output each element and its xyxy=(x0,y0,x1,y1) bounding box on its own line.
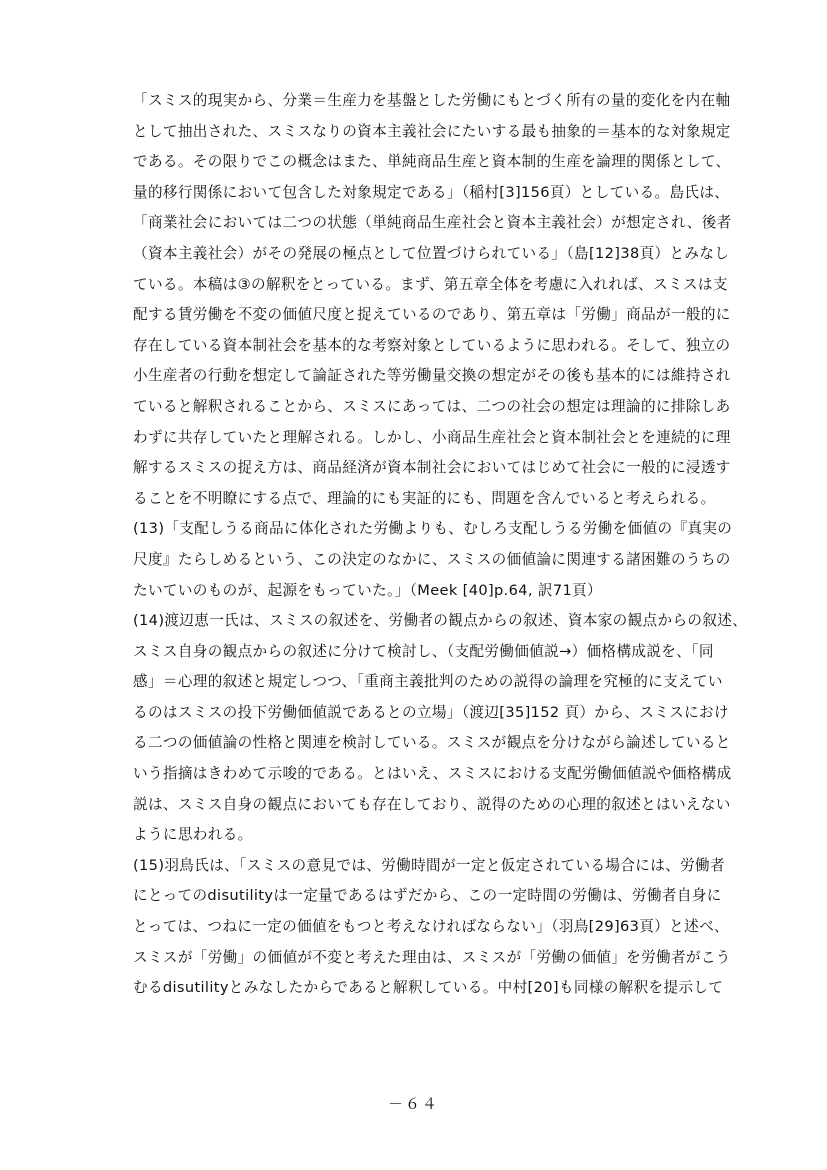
text-line: 量的移行関係において包含した対象規定である」（稲村[3]156頁）としている。島氏は、 xyxy=(133,183,730,201)
footnote-14-line: いう指摘はきわめて示唆的である。とはいえ、スミスにおける支配労働価値説や価格構成 xyxy=(133,765,732,783)
footnote-14-line: 説は、スミス自身の観点においても存在しており、説得のための心理的叙述とはいえない xyxy=(133,795,731,813)
text-line: 「スミス的現実から、分業＝生産力を基盤とした労働にもとづく所有の量的変化を内在軸 xyxy=(133,92,731,109)
footnote-13-line: (13)「支配しうる商品に体化された労働よりも、むしろ支配しうる労働を価値の『真実の xyxy=(133,520,733,538)
text-line: ることを不明瞭にする点で、理論的にも実証的にも、問題を含んでいると考えられる。 xyxy=(133,489,716,507)
text-line: 「商業社会においては二つの状態（単純商品生産社会と資本主義社会）が想定され、後者 xyxy=(133,214,732,232)
footnote-14-line: る二つの価値論の性格と関連を検討している。スミスが観点を分けながら論述していると xyxy=(133,734,731,752)
footnote-14-line: (14)渡辺恵一氏は、スミスの叙述を、労働者の観点からの叙述、資本家の観点からの叙述、 xyxy=(133,612,748,630)
footnote-13-line: たいていのものが、起源をもっていた。」（Meek [40]p.64, 訳71頁） xyxy=(133,581,602,599)
footnote-15-line: (15)羽鳥氏は、「スミスの意見では、労働時間が一定と仮定されている場合には、労働者 xyxy=(133,856,725,874)
footnote-15-line: にとってのdisutilityは一定量であるはずだから、この一定時間の労働は、労働者自身に xyxy=(133,887,722,905)
footnote-14-line: 感」＝心理的叙述と規定しつつ、「重商主義批判のための説得の論理を究極的に支えてい xyxy=(133,673,723,691)
text-line: 解するスミスの捉え方は、商品経済が資本制社会においてはじめて社会に一般的に浸透す xyxy=(133,459,731,477)
text-line: ていると解釈されることから、スミスにあっては、二つの社会の想定は理論的に排除しあ xyxy=(133,397,731,415)
text-line: （資本主義社会）がその発展の極点として位置づけられている」（島[12]38頁）とみなし xyxy=(133,244,730,262)
footnote-14-line: るのはスミスの投下労働価値説であるとの立場」（渡辺[35]152 頁）から、スミスにおけ xyxy=(133,703,729,721)
footnote-14-line: ように思われる。 xyxy=(133,826,253,844)
text-line: 配する賃労働を不変の価値尺度と捉えているのであり、第五章は「労働」商品が一般的に xyxy=(133,306,731,324)
footnote-15-line: スミスが「労働」の価値が不変と考えた理由は、スミスが「労働の価値」を労働者がこう xyxy=(133,948,731,966)
text-line: として抽出された、スミスなりの資本主義社会にたいする最も抽象的＝基本的な対象規定 xyxy=(133,122,731,140)
footnote-15-line: むるdisutilityとみなしたからであると解釈している。中村[20]も同様の解釈を提示して xyxy=(133,979,724,997)
text-line: 小生産者の行動を想定して論証された等労働量交換の想定がその後も基本的には維持され xyxy=(133,367,731,385)
footnote-15-line: とっては、つねに一定の価値をもつと考えなければならない」（羽鳥[29]63頁）と述べ、 xyxy=(133,918,729,936)
text-line: わずに共存していたと理解される。しかし、小商品生産社会と資本制社会とを連続的に理 xyxy=(133,428,731,446)
page-number: －６４ xyxy=(387,1095,439,1113)
footnote-13-line: 尺度』たらしめるという、この決定のなかに、スミスの価値論に関連する諸困難のうちの xyxy=(133,550,731,568)
footnote-14-line: スミス自身の観点からの叙述に分けて検討し、（支配労働価値説→）価格構成説を、「同 xyxy=(133,642,714,660)
body-text xyxy=(133,86,748,1004)
text-line: 存在している資本制社会を基本的な考察対象としているように思われる。そして、独立の xyxy=(133,336,731,354)
text-line: である。その限りでこの概念はまた、単純商品生産と資本制的生産を論理的関係として、 xyxy=(133,153,731,171)
text-line: ている。本稿は③の解釈をとっている。まず、第五章全体を考慮に入れれば、スミスは支 xyxy=(133,275,728,293)
